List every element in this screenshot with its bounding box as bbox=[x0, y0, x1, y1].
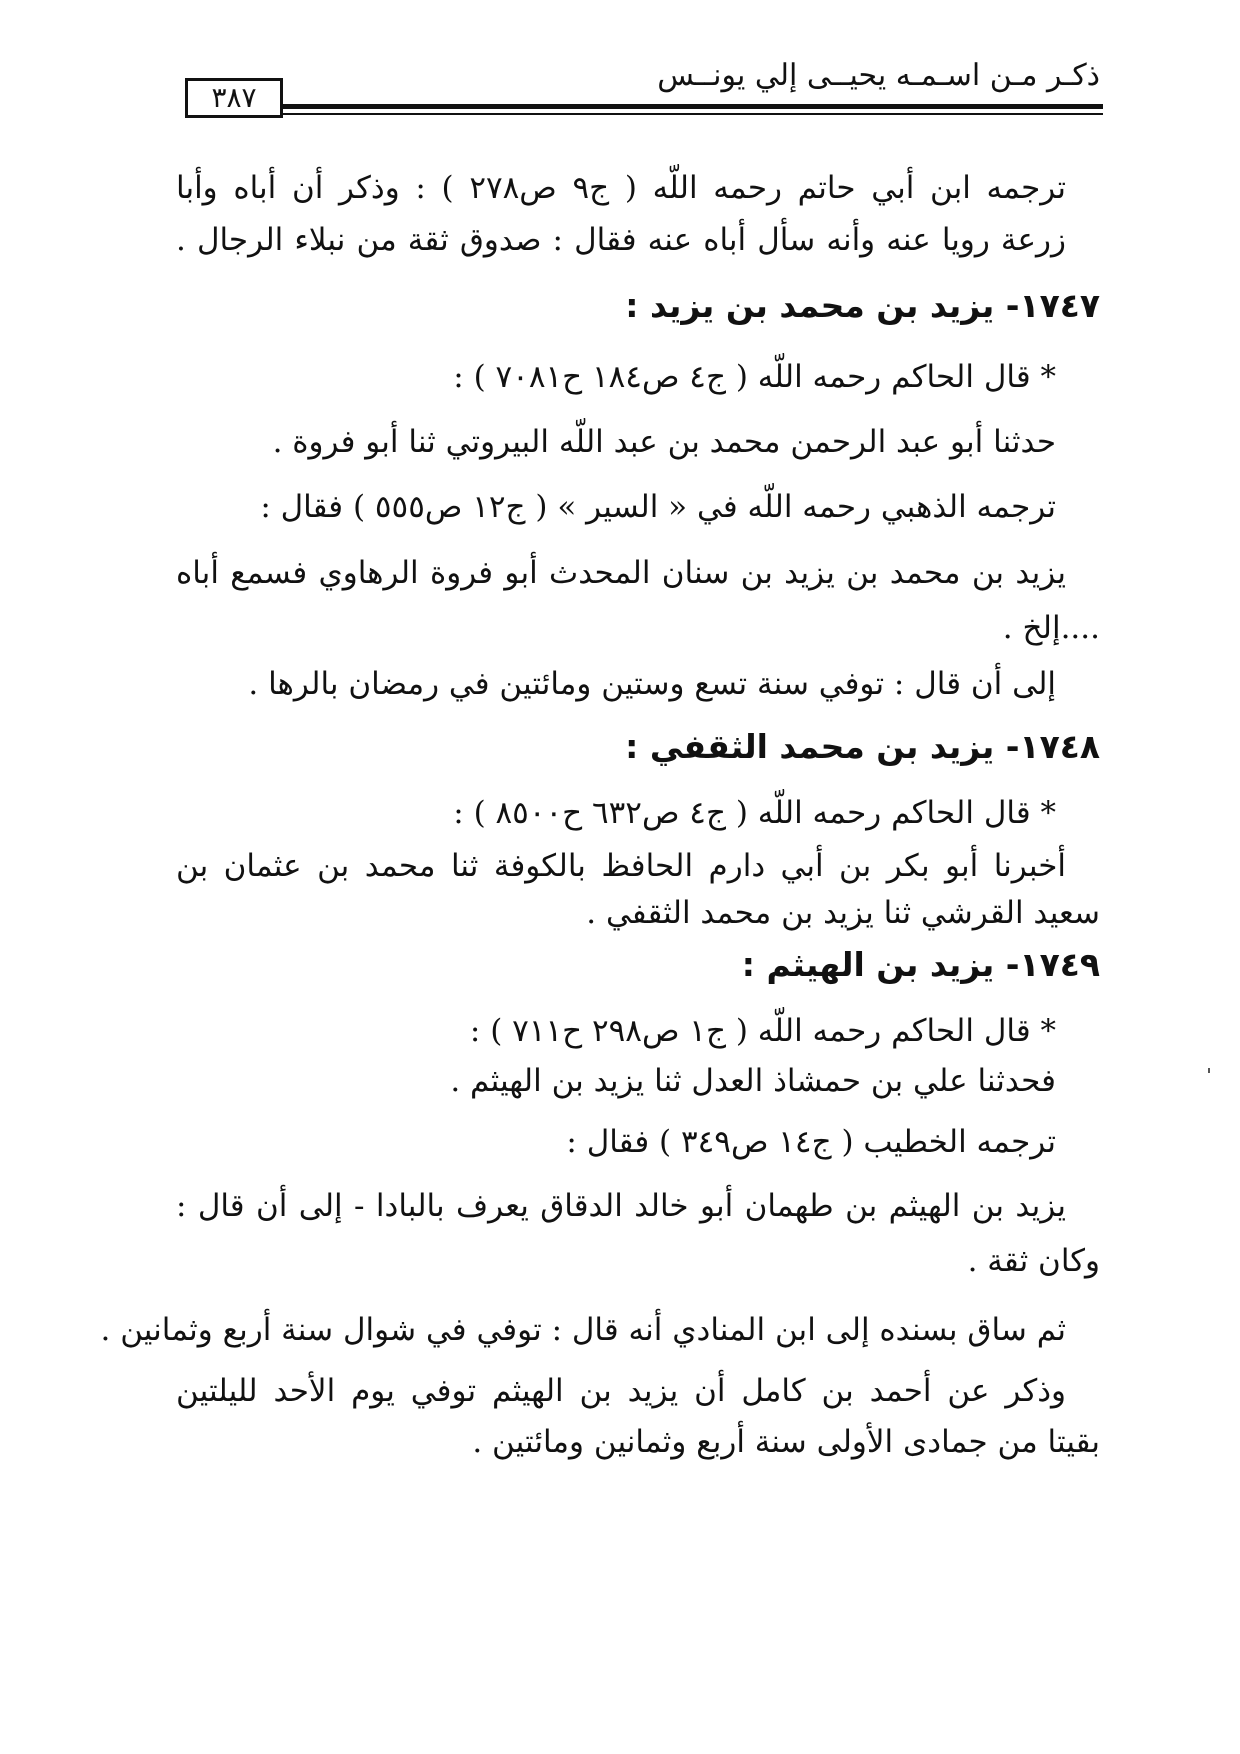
text-line: زرعة رويا عنه وأنه سأل أباه عنه فقال : صدوق ثقة من نبلاء الرجال . bbox=[176, 222, 1066, 258]
text-line: يزيد بن الهيثم بن طهمان أبو خالد الدقاق يعرف بالبادا - إلى أن قال : bbox=[176, 1188, 1066, 1224]
text-line: ....إلخ . bbox=[1002, 610, 1100, 646]
entry-heading-1748: ١٧٤٨- يزيد بن محمد الثقفي : bbox=[625, 727, 1100, 766]
text-line: ترجمه ابن أبي حاتم رحمه اللّه ( ج٩ ص٢٧٨ ) : وذكر أن أباه وأبا bbox=[176, 170, 1066, 206]
text-line: يزيد بن محمد بن يزيد بن سنان المحدث أبو فروة الرهاوي فسمع أباه bbox=[176, 555, 1066, 591]
scan-speck bbox=[1208, 1068, 1210, 1073]
text-line: ترجمه الخطيب ( ج١٤ ص٣٤٩ ) فقال : bbox=[566, 1124, 1056, 1160]
header-rule-thin bbox=[283, 113, 1103, 115]
text-line: * قال الحاكم رحمه اللّه ( ج١ ص٢٩٨ ح٧١١ ) : bbox=[469, 1013, 1056, 1049]
entry-heading-1749: ١٧٤٩- يزيد بن الهيثم : bbox=[741, 945, 1100, 984]
text-line: حدثنا أبو عبد الرحمن محمد بن عبد اللّه البيروتي ثنا أبو فروة . bbox=[272, 424, 1056, 460]
text-line: * قال الحاكم رحمه اللّه ( ج٤ ص١٨٤ ح٧٠٨١ ) : bbox=[453, 359, 1056, 395]
text-line: ترجمه الذهبي رحمه اللّه في « السير » ( ج١٢ ص٥٥٥ ) فقال : bbox=[260, 489, 1056, 525]
text-line: فحدثنا علي بن حمشاذ العدل ثنا يزيد بن الهيثم . bbox=[450, 1063, 1056, 1099]
text-line: وذكر عن أحمد بن كامل أن يزيد بن الهيثم توفي يوم الأحد لليلتين bbox=[176, 1373, 1066, 1409]
text-line: إلى أن قال : توفي سنة تسع وستين ومائتين في رمضان بالرها . bbox=[248, 666, 1056, 702]
header-rule-thick bbox=[283, 104, 1103, 109]
entry-heading-1747: ١٧٤٧- يزيد بن محمد بن يزيد : bbox=[625, 286, 1100, 325]
text-line: وكان ثقة . bbox=[967, 1243, 1100, 1279]
running-title: ذكـر مـن اسـمـه يحيــى إلي يونــس bbox=[657, 58, 1100, 93]
text-line: بقيتا من جمادى الأولى سنة أربع وثمانين ومائتين . bbox=[472, 1424, 1100, 1460]
text-line: * قال الحاكم رحمه اللّه ( ج٤ ص٦٣٢ ح٨٥٠٠ ) : bbox=[453, 795, 1056, 831]
text-line: سعيد القرشي ثنا يزيد بن محمد الثقفي . bbox=[586, 895, 1100, 931]
text-line: ثم ساق بسنده إلى ابن المنادي أنه قال : توفي في شوال سنة أربع وثمانين . bbox=[100, 1312, 1066, 1348]
page-number-box: ٣٨٧ bbox=[185, 78, 283, 118]
text-line: أخبرنا أبو بكر بن أبي دارم الحافظ بالكوفة ثنا محمد بن عثمان بن bbox=[176, 848, 1066, 884]
